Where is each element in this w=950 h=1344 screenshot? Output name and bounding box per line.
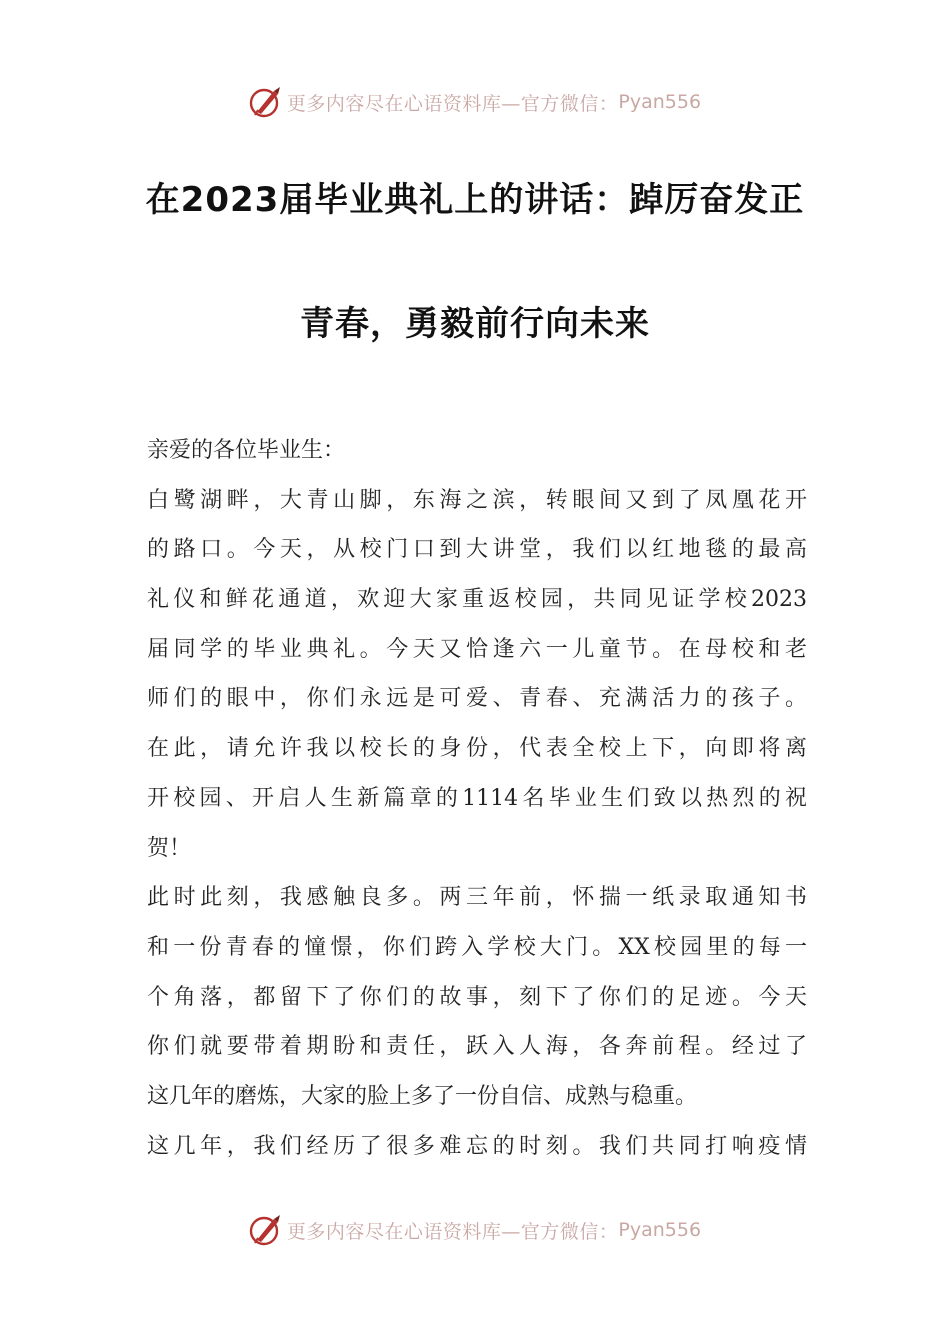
body-line: 此时此刻，我感触良多。两三年前，怀揣一纸录取通知书 xyxy=(147,885,807,911)
document-title-line-2: 青春，勇毅前行向未来 xyxy=(300,304,650,344)
header-watermark xyxy=(0,82,950,122)
body-line: 贺！ xyxy=(147,835,192,861)
speech-body xyxy=(147,426,807,1171)
document-title-line-1: 在2023届毕业典礼上的讲话：踔厉奋发正 xyxy=(145,180,805,220)
quill-logo-icon xyxy=(249,1213,283,1247)
watermark-text: 更多内容尽在心语资料库—官方微信： xyxy=(286,1220,619,1243)
body-line: 你们就要带着期盼和责任，跃入人海，各奔前程。经过了 xyxy=(147,1034,807,1060)
body-line: 的路口。今天，从校门口到大讲堂，我们以红地毯的最高 xyxy=(147,537,807,563)
greeting-line: 亲爱的各位毕业生： xyxy=(147,438,346,463)
footer-watermark xyxy=(0,1210,950,1250)
body-line: 个角落，都留下了你们的故事，刻下了你们的足迹。今天 xyxy=(147,984,807,1010)
body-line: 这几年的磨炼，大家的脸上多了一份自信、成熟与稳重。 xyxy=(147,1083,698,1109)
body-line: 开校园、开启人生新篇章的1114名毕业生们致以热烈的祝 xyxy=(147,785,807,811)
watermark-text: 更多内容尽在心语资料库—官方微信： xyxy=(286,92,619,115)
body-line: 在此，请允许我以校长的身份，代表全校上下，向即将离 xyxy=(147,736,807,762)
body-line: 礼仪和鲜花通道，欢迎大家重返校园，共同见证学校2023 xyxy=(147,587,807,613)
watermark-wechat-id: Pyan556 xyxy=(618,1219,702,1241)
body-line: 和一份青春的憧憬，你们跨入学校大门。XX校园里的每一 xyxy=(147,934,807,960)
body-line: 师们的眼中，你们永远是可爱、青春、充满活力的孩子。 xyxy=(147,686,807,712)
body-line: 这几年，我们经历了很多难忘的时刻。我们共同打响疫情 xyxy=(147,1133,807,1159)
body-line: 白鹭湖畔，大青山脚，东海之滨，转眼间又到了凤凰花开 xyxy=(147,487,807,513)
quill-logo-icon xyxy=(249,85,283,119)
watermark-wechat-id: Pyan556 xyxy=(618,91,702,113)
body-line: 届同学的毕业典礼。今天又恰逢六一儿童节。在母校和老 xyxy=(147,636,807,662)
